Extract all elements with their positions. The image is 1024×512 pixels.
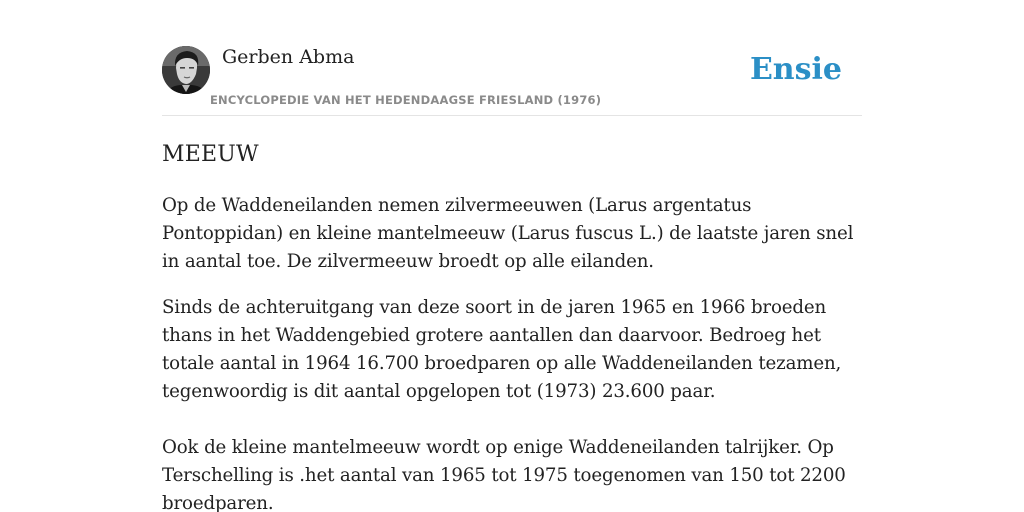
header-divider [162, 115, 862, 116]
author-avatar[interactable] [162, 46, 210, 94]
site-logo[interactable]: Ensie [749, 52, 842, 87]
article-body [162, 140, 862, 512]
article-paragraph: Ook de kleine mantelmeeuw wordt op enige Waddeneilanden talrijker. Op Terschelling is .het aantal van 1965 tot 1975 toegenomen van 150 tot 2200 broedparen. [162, 437, 846, 512]
portrait-icon [162, 46, 210, 94]
article-paragraph: Op de Waddeneilanden nemen zilvermeeuwen (Larus argentatus Pontoppidan) en kleine mantelmeeuw (Larus fuscus L.) de laatste jaren snel in aantal toe. De zilvermeeuw broedt op alle eilanden. [162, 195, 854, 272]
article-header [162, 46, 862, 116]
article-title: MEEUW [162, 142, 259, 167]
source-label[interactable]: ENCYCLOPEDIE VAN HET HEDENDAAGSE FRIESLAND (1976) [210, 93, 602, 107]
author-name[interactable]: Gerben Abma [222, 46, 355, 68]
article-paragraph: Sinds de achteruitgang van deze soort in de jaren 1965 en 1966 broeden thans in het Waddengebied grotere aantallen dan daarvoor. Bedroeg het totale aantal in 1964 16.700 broedparen op alle Waddeneilanden tezamen, tegenwoordig is dit aantal opgelopen tot (1973) 23.600 paar. [162, 297, 842, 402]
